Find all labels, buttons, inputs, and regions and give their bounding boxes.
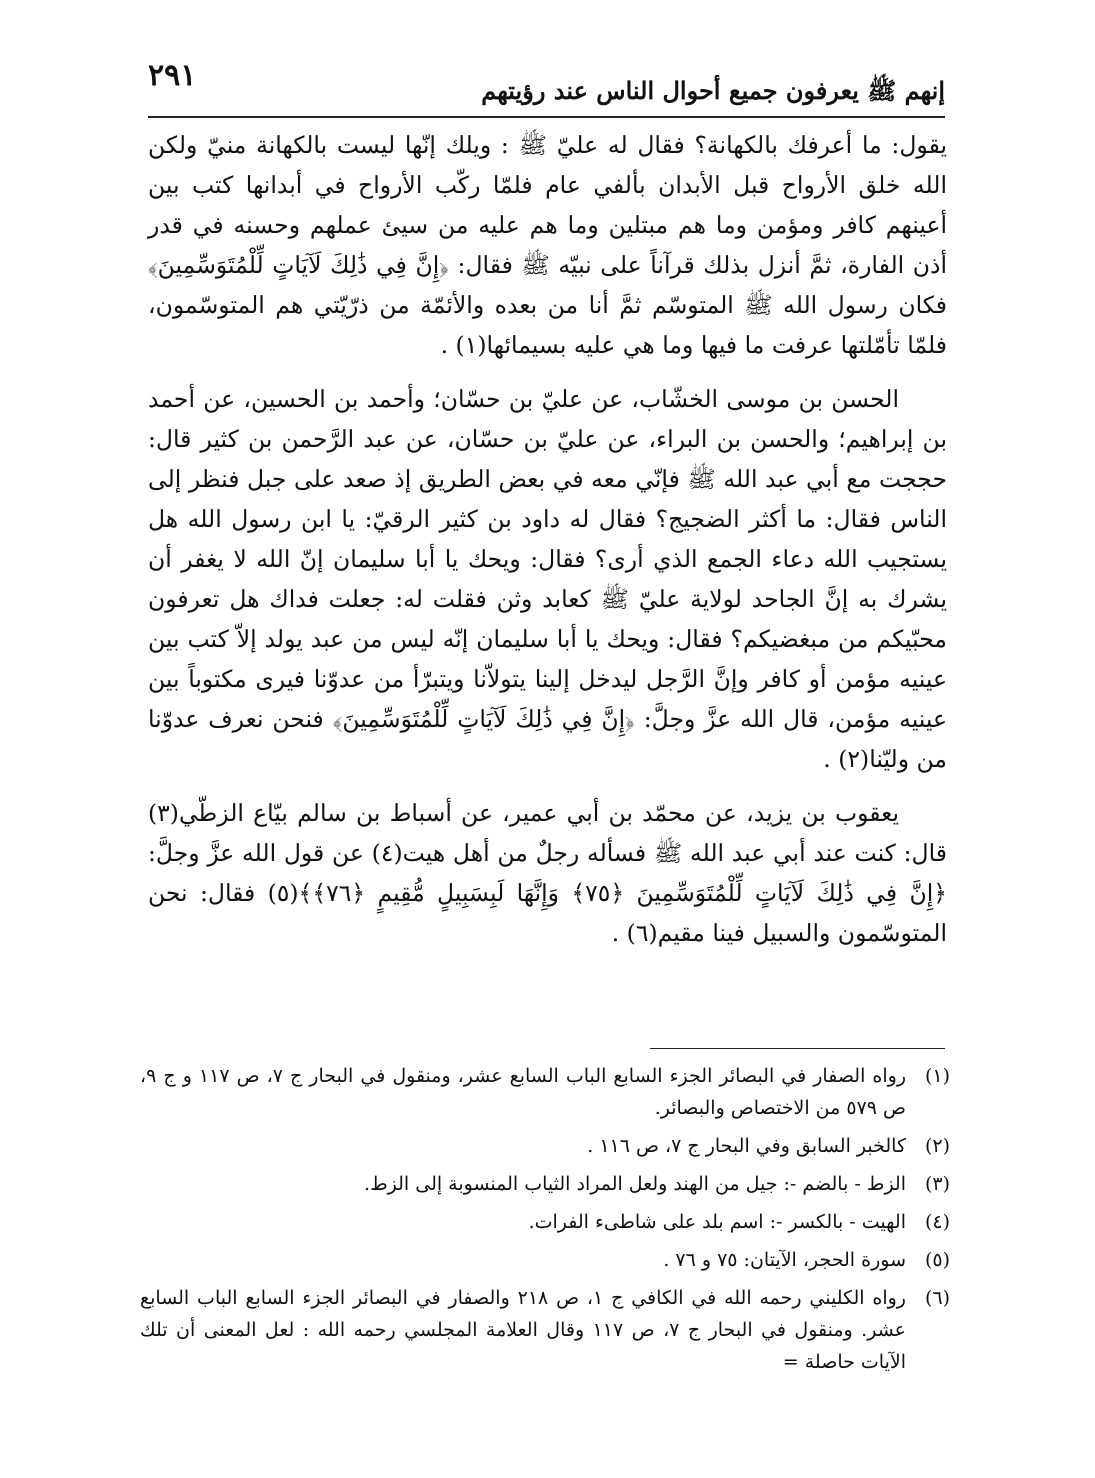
footnote-text: الهيت - بالكسر -: اسم بلد على شاطىء الفرات.	[528, 1211, 906, 1233]
footnote-number: (٥)	[924, 1249, 950, 1271]
footnote-text: الزط - بالضم -: جيل من الهند ولعل المراد الثياب المنسوبة إلى الزط.	[364, 1173, 906, 1195]
page-header	[148, 58, 945, 116]
footnote	[140, 1282, 950, 1378]
footnotes	[140, 1060, 950, 1384]
footnote	[140, 1130, 950, 1162]
page-number: ٢٩١	[148, 58, 197, 93]
main-text	[148, 125, 947, 967]
footnote-text: رواه الكليني رحمه الله في الكافي ج ١، ص ٢١٨ والصفار في البصائر الجزء السابع الباب السابع عشر. ومنقول في البحار ج ٧، ص ١١٧ وقال العلامة المجلسي رحمه الله : لعل المعنى أن تلك الآيات حاصلة =	[140, 1287, 906, 1373]
paragraph: يعقوب بن يزيد، عن محمّد بن أبي عمير، عن أسباط بن سالم بيّاع الزطّي(٣) قال: كنت عند أبي عبد الله ﷺ فسأله رجلٌ من أهل هيت(٤) عن قول الله عزَّ وجلَّ: ﴿إِنَّ فِي ذَٰلِكَ لَآيَاتٍ لِّلْمُتَوَسِّمِينَ ﴿٧٥﴾ وَإِنَّهَا لَبِسَبِيلٍ مُّقِيمٍ ﴿٧٦﴾﴾(٥) فقال: نحن المتوسّمون والسبيل فينا مقيم(٦) .	[148, 799, 948, 947]
footnote-number: (١)	[924, 1065, 950, 1087]
footnote-number: (٦)	[924, 1287, 950, 1309]
footnote-text: كالخبر السابق وفي البحار ج ٧، ص ١١٦ .	[587, 1135, 906, 1157]
footnote-number: (٢)	[924, 1135, 950, 1157]
footnote-number: (٣)	[924, 1173, 950, 1195]
footnote	[140, 1244, 950, 1276]
footnote-text: رواه الصفار في البصائر الجزء السابع الباب السابع عشر، ومنقول في البحار ج ٧، ص ١١٧ و ج ٩، ص ٥٧٩ من الاختصاص والبصائر.	[140, 1065, 906, 1119]
footnote-divider	[650, 1048, 945, 1049]
paragraph: الحسن بن موسى الخشّاب، عن عليّ بن حسّان؛ وأحمد بن الحسين، عن أحمد بن إبراهيم؛ والحسن بن البراء، عن عليّ بن حسّان، عن عبد الرَّحمن بن كثير قال: حججت مع أبي عبد الله ﷺ فإنّي معه في بعض الطريق إذ صعد على جبل فنظر إلى الناس فقال: ما أكثر الضجيج؟ فقال له داود بن كثير الرقيّ: يا ابن رسول الله هل يستجيب الله دعاء الجمع الذي أرى؟ فقال: ويحك يا أبا سليمان إنّ الله لا يغفر أن يشرك به إنَّ الجاحد لولاية عليّ ﷺ كعابد وثن فقلت له: جعلت فداك هل تعرفون محبّيكم من مبغضيكم؟ فقال: ويحك يا أبا سليمان إنّه ليس من عبد يولد إلاّ كتب بين عينيه مؤمن أو كافر وإنَّ الرَّجل ليدخل إلينا يتولاّنا ويتبرّأ من عدوّنا فيرى مكتوباً بين عينيه مؤمن، قال الله عزَّ وجلَّ: ﴿إِنَّ فِي ذَٰلِكَ لَآيَاتٍ لِّلْمُتَوَسِّمِينَ﴾ فنحن نعرف عدوّنا من وليّنا(٢) .	[148, 385, 947, 773]
footnote	[140, 1060, 950, 1124]
footnote-number: (٤)	[924, 1211, 950, 1233]
footnote	[140, 1206, 950, 1238]
footnote	[140, 1168, 950, 1200]
footnote-text: سورة الحجر، الآيتان: ٧٥ و ٧٦ .	[663, 1249, 906, 1271]
paragraph: يقول: ما أعرفك بالكهانة؟ فقال له عليّ ﷺ : ويلك إنّها ليست بالكهانة منيّ ولكن الله خلق الأرواح قبل الأبدان بألفي عام فلمّا ركّب الأرواح في أبدانها كتب بين أعينهم كافر ومؤمن وما هم مبتلين وما هم عليه من سيئ عملهم وحسنه في قدر أذن الفارة، ثمَّ أنزل بذلك قرآناً على نبيّه ﷺ فقال: ﴿إِنَّ فِي ذَٰلِكَ لَآيَاتٍ لِّلْمُتَوَسِّمِينَ﴾ فكان رسول الله ﷺ المتوسّم ثمَّ أنا من بعده والأئمّة من ذرّيّتي هم المتوسّمون، فلمّا تأمّلتها عرفت ما فيها وما هي عليه بسيمائها(١) .	[148, 131, 947, 359]
running-title: إنهم ﷺ يعرفون جميع أحوال الناس عند رؤيتهم	[481, 76, 945, 105]
header-divider	[148, 116, 945, 118]
